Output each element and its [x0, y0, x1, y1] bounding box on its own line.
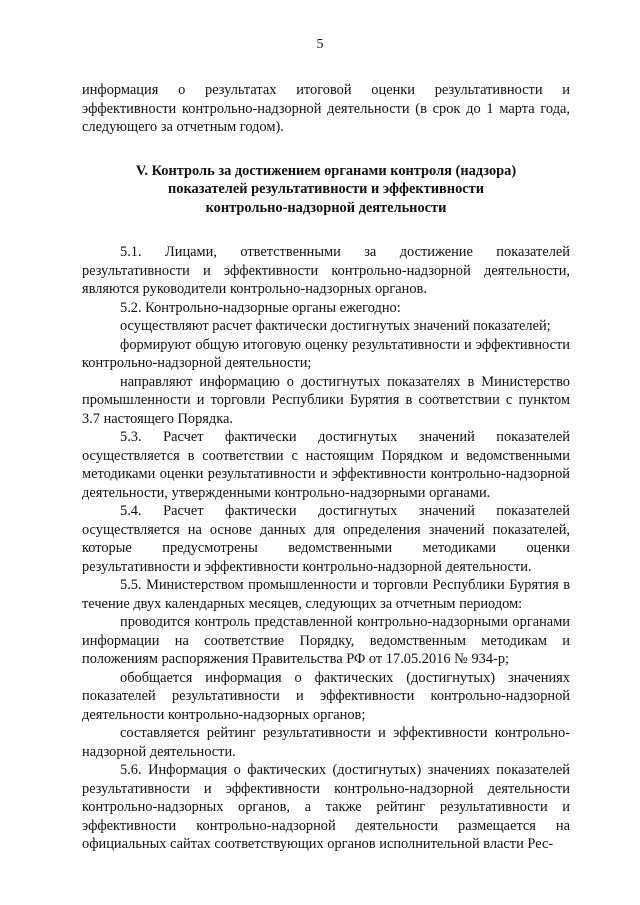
- paragraph-5-3: 5.3. Расчет фактически достигнутых значений показателей осуществляется в соответствии с настоящим Порядком и ведомственными методиками оценки результативности и эффективности контрольно-надзорной деятельности, утвержденными контрольно-надзорными органами.: [82, 429, 570, 501]
- list-item: составляется рейтинг результативности и эффективности контрольно-надзорной деятельности.: [82, 725, 570, 760]
- list-item: проводится контроль представленной контрольно-надзорными органами информации на соответствие Порядку, ведомственным методикам и положениям распоряжения Правительства РФ от 17.05.2016 № 934-р;: [82, 614, 570, 667]
- section-heading-line-1: V. Контроль за достижением органами контроля (надзора): [135, 162, 517, 179]
- intro-paragraph: информация о результатах итоговой оценки результативности и эффективности контрольно-надзорной деятельности (в срок до 1 марта года, следующего за отчетным годом).: [82, 82, 570, 135]
- section-heading: [82, 162, 570, 218]
- page-content: [82, 81, 570, 854]
- paragraph-5-2: 5.2. Контрольно-надзорные органы ежегодно:: [120, 299, 401, 316]
- list-item: осуществляют расчет фактически достигнутых значений показателей;: [120, 318, 551, 334]
- list-item: формируют общую итоговую оценку результативности и эффективности контрольно-надзорной деятельности;: [82, 336, 570, 371]
- section-heading-line-2: показателей результативности и эффективности: [167, 181, 485, 197]
- paragraph-5-1: 5.1. Лицами, ответственными за достижение показателей результативности и эффективности контрольно-надзорной деятельности, являются руководители контрольно-надзорных органов.: [82, 244, 570, 297]
- section-heading-line-3: контрольно-надзорной деятельности: [205, 199, 447, 216]
- list-item: обобщается информация о фактических (достигнутых) значениях показателей результативности и эффективности контрольно-надзорной деятельности контрольно-надзорных органов;: [82, 669, 570, 723]
- paragraph-5-6: 5.6. Информация о фактических (достигнутых) значениях показателей результативности и эффективности контрольно-надзорной деятельности контрольно-надзорных органов, а также рейтинг результативности и эффективности контрольно-надзорной деятельности размещается на официальных сайтах соответствующих органов исполнительной власти Рес-: [82, 762, 570, 852]
- paragraph-5-5: 5.5. Министерством промышленности и торговли Республики Бурятия в течение двух календарных месяцев, следующих за отчетным периодом:: [82, 577, 570, 612]
- page-number: 5: [316, 37, 324, 52]
- list-item: направляют информацию о достигнутых показателях в Министерство промышленности и торговли Республики Бурятия в соответствии с пунктом 3.7 настоящего Порядка.: [82, 373, 570, 427]
- paragraph-5-4: 5.4. Расчет фактически достигнутых значений показателей осуществляется на основе данных для определения значений показателей, которые предусмотрены ведомственными методиками оценки результативности и эффективности контрольно-надзорной деятельности.: [82, 503, 570, 575]
